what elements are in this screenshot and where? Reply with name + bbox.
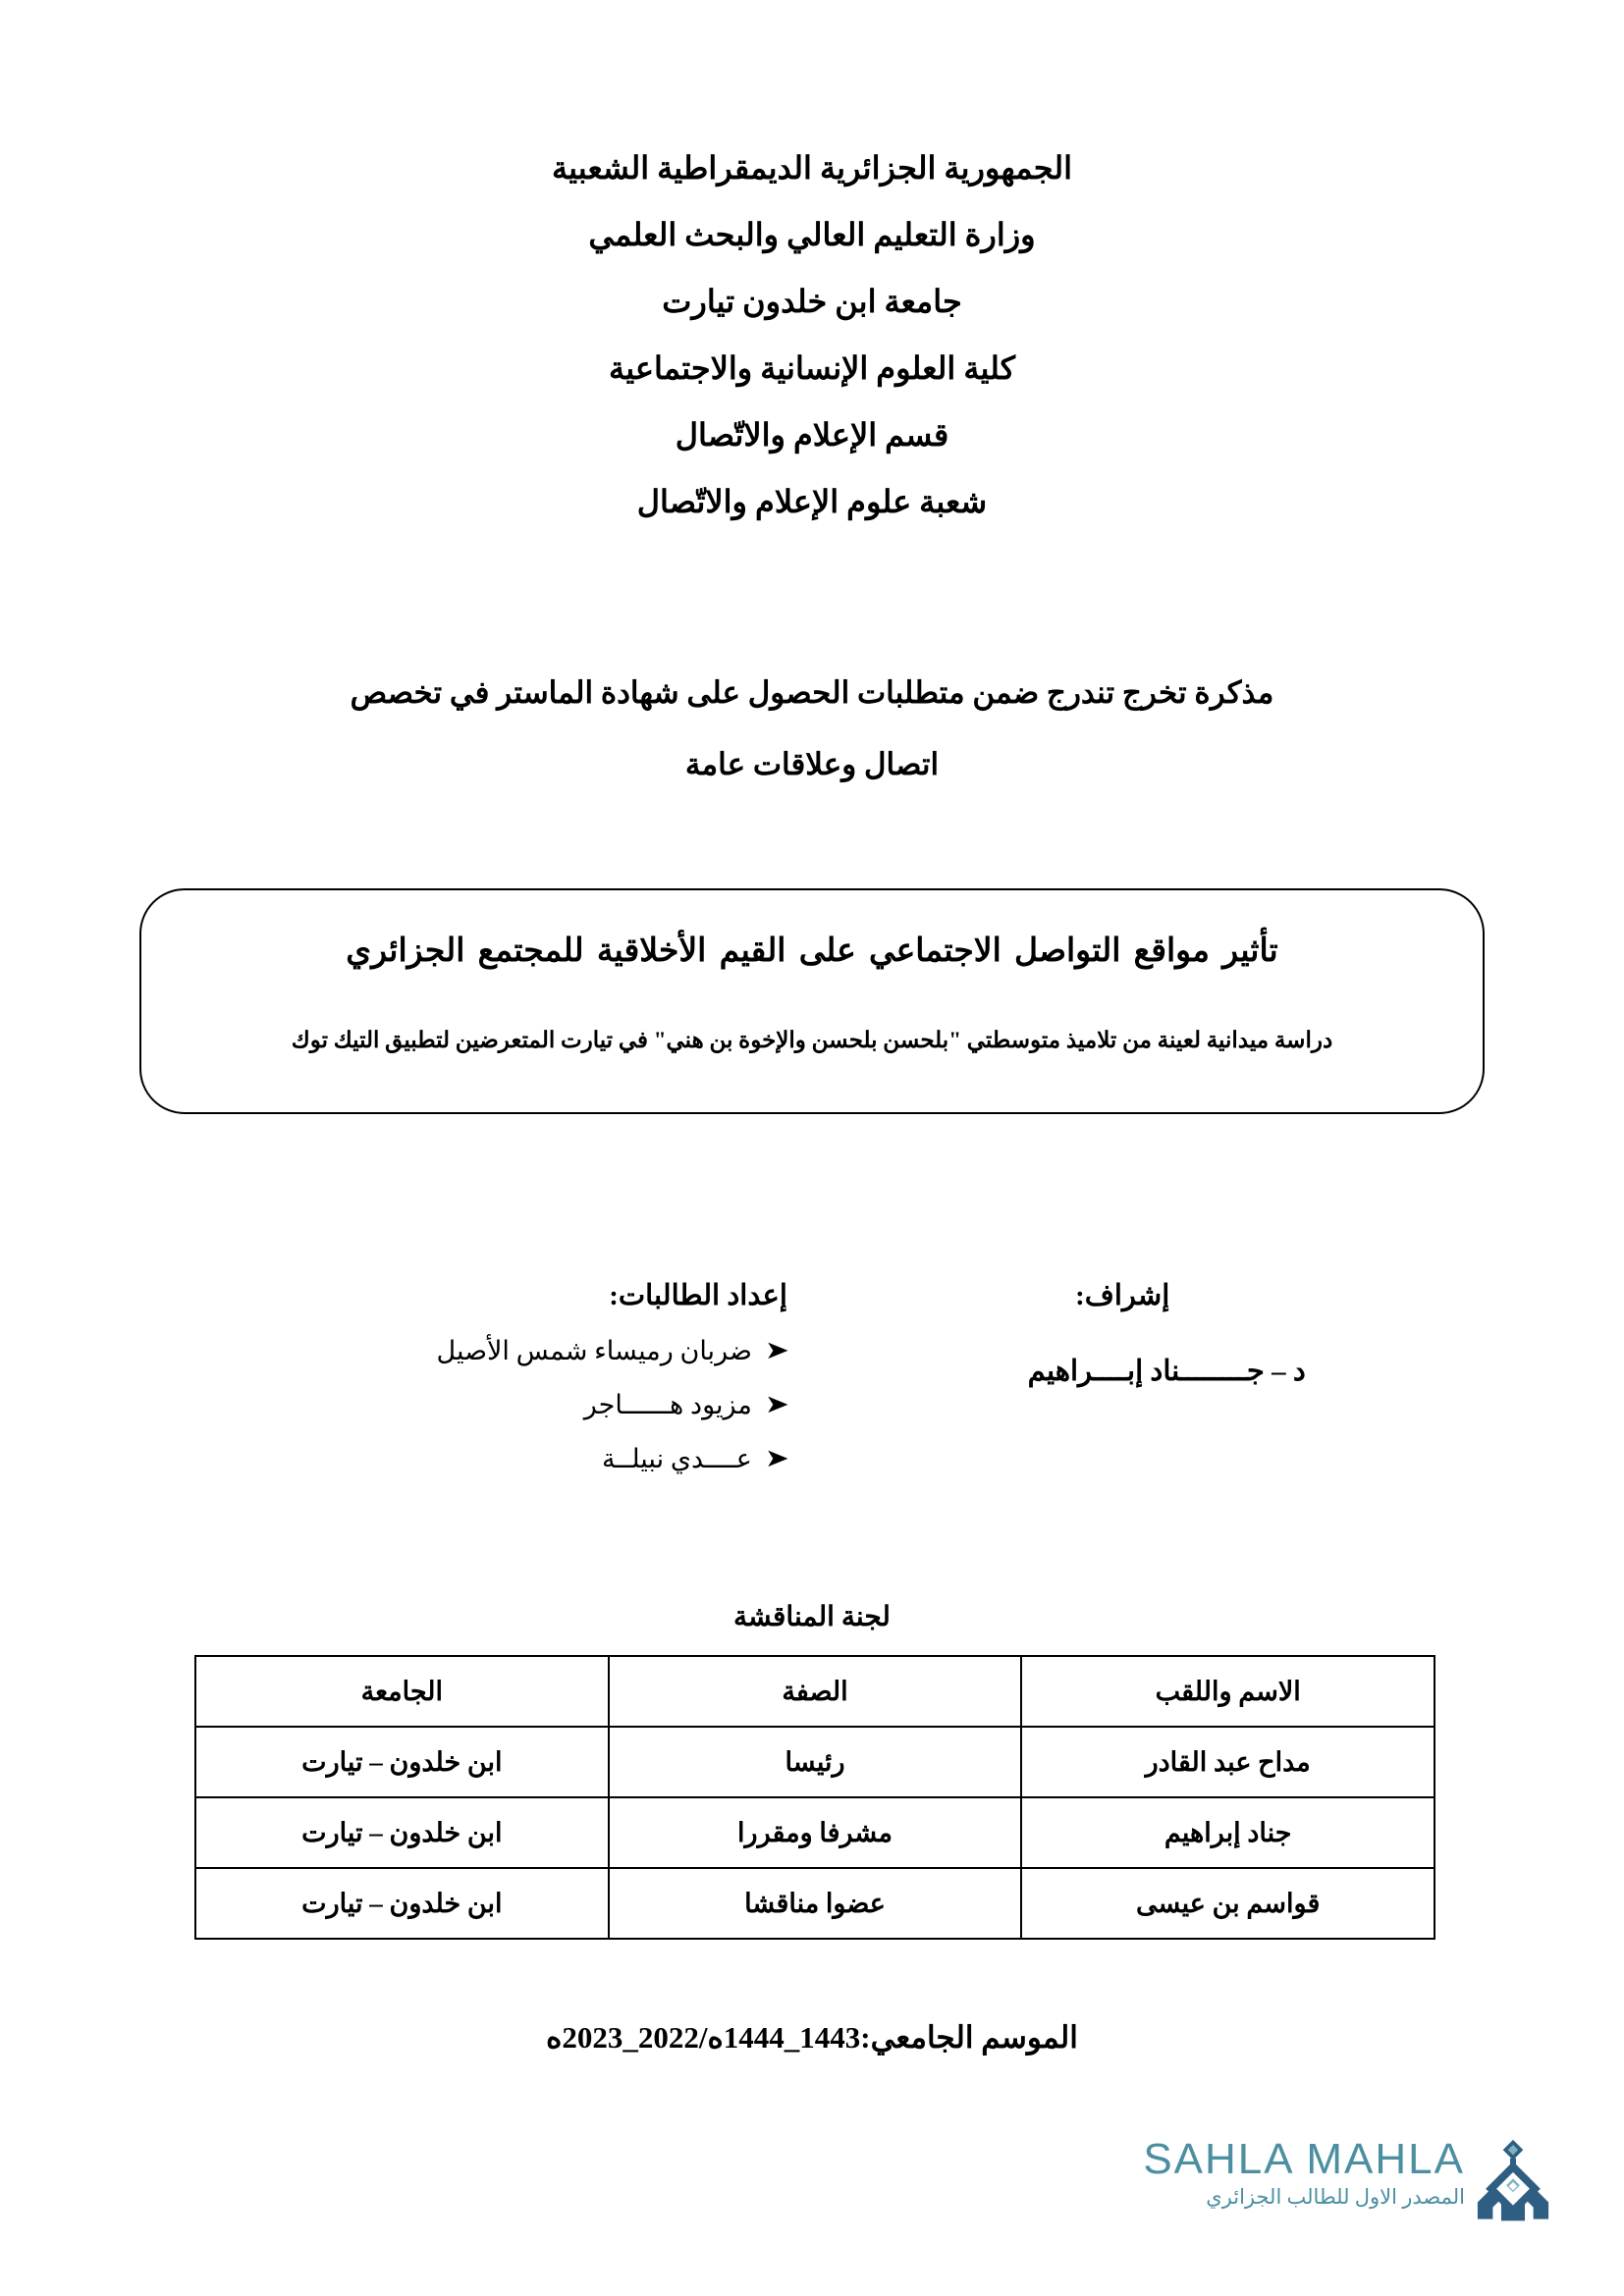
header-line-department: قسم الإعلام والاتّصال bbox=[675, 417, 949, 453]
table-row bbox=[195, 1868, 1435, 1939]
supervisor-block bbox=[935, 1281, 1428, 1500]
student-name: ضربان رميساء شمس الأصيل bbox=[436, 1335, 752, 1365]
thesis-title: تأثير مواقع التواصل الاجتماعي على القيم الأخلاقية للمجتمع الجزائري bbox=[346, 934, 1278, 969]
sahla-mahla-logo bbox=[1080, 2135, 1551, 2270]
students-heading: إعداد الطالبات: bbox=[609, 1280, 787, 1311]
list-item bbox=[196, 1443, 789, 1473]
academic-season: الموسم الجامعي:1443_1444ه/2022_2023ه bbox=[546, 2020, 1078, 2055]
logo-emblem-icon bbox=[1471, 2138, 1555, 2236]
degree-statement-line-1: مذكرة تخرج تندرج ضمن متطلبات الحصول على شهادة الماستر في تخصص bbox=[350, 675, 1274, 710]
logo-subtitle: المصدر الاول للطالب الجزائري bbox=[1206, 2185, 1465, 2209]
institution-header bbox=[0, 152, 1624, 553]
cell-name: قواسم بن عيسى bbox=[1021, 1868, 1435, 1939]
cell-role: مشرفا ومقررا bbox=[609, 1797, 1022, 1868]
arrow-bullet-icon: ➤ bbox=[764, 1336, 789, 1365]
arrow-bullet-icon: ➤ bbox=[764, 1444, 789, 1473]
student-name: مزيود هــــــاجر bbox=[583, 1389, 752, 1419]
column-header-role: الصفة bbox=[609, 1656, 1022, 1727]
cell-university: ابن خلدون – تيارت bbox=[195, 1868, 609, 1939]
column-header-university: الجامعة bbox=[195, 1656, 609, 1727]
list-item bbox=[196, 1335, 789, 1365]
header-line-branch: شعبة علوم الإعلام والاتّصال bbox=[636, 484, 988, 519]
header-line-university: جامعة ابن خلدون تيارت bbox=[662, 284, 962, 319]
cell-role: عضوا مناقشا bbox=[609, 1868, 1022, 1939]
degree-statement bbox=[0, 677, 1624, 821]
committee-title: لجنة المناقشة bbox=[733, 1602, 891, 1632]
thesis-title-box bbox=[139, 888, 1485, 1114]
header-line-faculty: كلية العلوم الإنسانية والاجتماعية bbox=[609, 350, 1015, 386]
table-row bbox=[195, 1727, 1435, 1797]
column-header-name: الاسم واللقب bbox=[1021, 1656, 1435, 1727]
header-line-ministry: وزارة التعليم العالي والبحث العلمي bbox=[588, 217, 1036, 252]
students-list bbox=[196, 1335, 789, 1473]
authors-and-supervisor bbox=[196, 1281, 1428, 1500]
cell-name: جناد إبراهيم bbox=[1021, 1797, 1435, 1868]
students-block bbox=[196, 1281, 787, 1500]
list-item bbox=[196, 1389, 789, 1419]
supervisor-name: د – جــــــــناد إبــــراهيم bbox=[1027, 1355, 1306, 1387]
student-name: عــــدي نبيلــة bbox=[602, 1443, 752, 1473]
cell-role: رئيسا bbox=[609, 1727, 1022, 1797]
table-row bbox=[195, 1797, 1435, 1868]
supervisor-heading: إشراف: bbox=[1075, 1280, 1170, 1311]
logo-text-block bbox=[1143, 2135, 1465, 2210]
cell-university: ابن خلدون – تيارت bbox=[195, 1797, 609, 1868]
degree-statement-line-2: اتصال وعلاقات عامة bbox=[684, 747, 940, 781]
arrow-bullet-icon: ➤ bbox=[764, 1390, 789, 1419]
committee-table bbox=[194, 1655, 1435, 1940]
cell-name: مداح عبد القادر bbox=[1021, 1727, 1435, 1797]
cell-university: ابن خلدون – تيارت bbox=[195, 1727, 609, 1797]
thesis-subtitle: دراسة ميدانية لعينة من تلاميذ متوسطتي "بلحسن بلحسن والإخوة بن هني" في تيارت المتعرضين لتطبيق التيك توك bbox=[291, 1028, 1333, 1053]
logo-title: SAHLA MAHLA bbox=[1143, 2135, 1465, 2183]
table-header-row bbox=[195, 1656, 1435, 1727]
header-line-republic: الجمهورية الجزائرية الديمقراطية الشعبية bbox=[551, 150, 1072, 186]
